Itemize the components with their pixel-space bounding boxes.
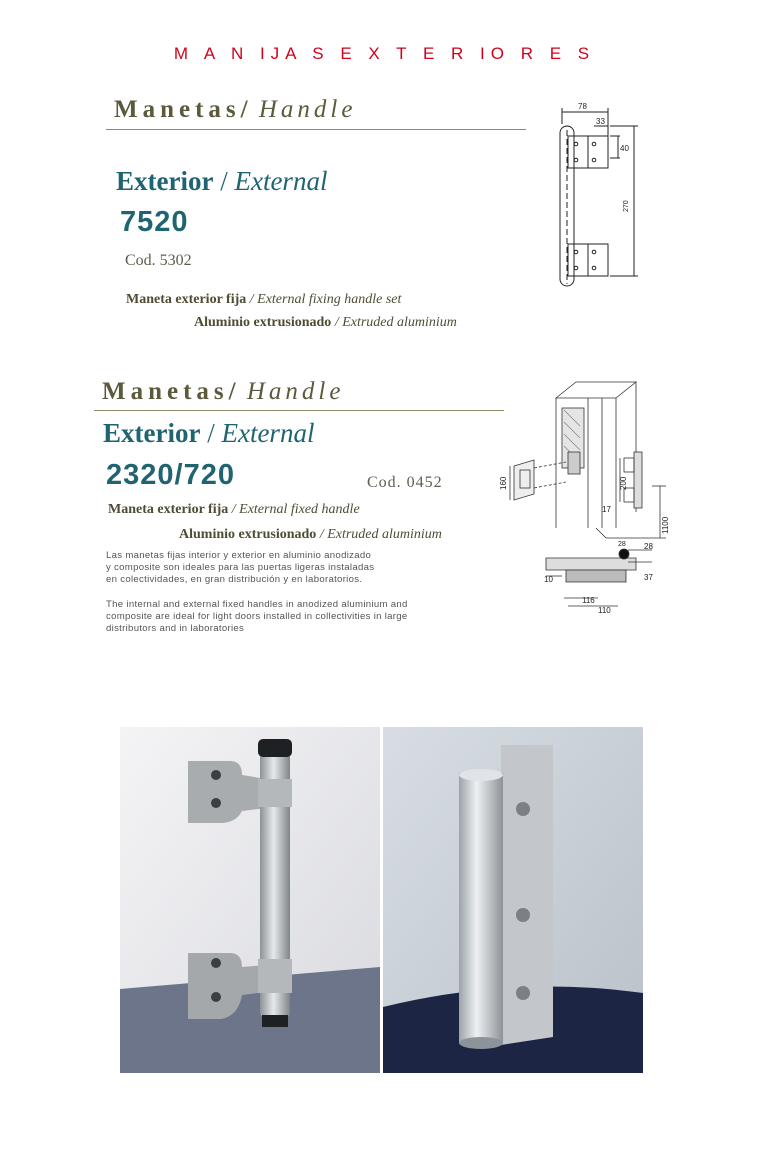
product1-dim-length: 270 xyxy=(623,200,630,212)
product1-dim-offset: 33 xyxy=(596,117,605,126)
product2-dim-e: 28 xyxy=(618,541,626,548)
product2-desc2 xyxy=(179,527,442,543)
para-en-line: The internal and external fixed handles in anodized aluminium and xyxy=(106,599,408,610)
product1-desc2-en: / Extruded aluminium xyxy=(334,315,457,330)
product2-desc1-es: Maneta exterior fija xyxy=(108,502,229,517)
product1-exterior-sep: / xyxy=(220,166,228,196)
product1-heading-es: Manetas/ xyxy=(114,96,253,123)
product2-heading xyxy=(102,378,344,406)
product1-code: Cod. 5302 xyxy=(125,252,192,269)
product1-technical-drawing xyxy=(548,100,648,296)
product2-dim-c: 17 xyxy=(602,505,611,514)
product2-model: 2320/720 xyxy=(106,459,235,491)
product2-exterior-title xyxy=(103,418,314,449)
product2-heading-es: Manetas/ xyxy=(102,378,241,405)
product1-dim-width: 78 xyxy=(578,102,587,111)
product2-description-en xyxy=(106,599,408,635)
product2-dim-i: 116 xyxy=(582,596,595,605)
product2-desc1-en: / External fixed handle xyxy=(231,502,360,517)
para-es-line: y composite son ideales para las puertas ligeras instaladas xyxy=(106,562,375,573)
product2-exterior-es: Exterior xyxy=(103,418,201,448)
product2-technical-drawing xyxy=(499,378,672,618)
product1-model: 7520 xyxy=(120,206,189,238)
product1-desc1 xyxy=(126,292,401,308)
product1-exterior-en: External xyxy=(234,166,328,196)
product2-description-es xyxy=(106,550,374,586)
product1-exterior-es: Exterior xyxy=(116,166,214,196)
para-en-line: distributors and in laboratories xyxy=(106,623,245,634)
product1-divider xyxy=(106,129,526,130)
product1-desc2 xyxy=(194,315,457,331)
product2-desc2-en: / Extruded aluminium xyxy=(319,527,442,542)
product2-dim-j: 110 xyxy=(598,606,611,615)
product2-desc1 xyxy=(108,502,360,518)
para-en-line: composite are ideal for light doors installed in collectivities in large xyxy=(106,611,408,622)
product2-exterior-en: External xyxy=(221,418,315,448)
product2-heading-en: Handle xyxy=(246,378,345,405)
product2-dim-h: 10 xyxy=(544,575,553,584)
product2-dim-g: 37 xyxy=(644,573,653,582)
product2-desc2-es: Aluminio extrusionado xyxy=(179,527,317,542)
product2-dim-d: 1100 xyxy=(661,516,670,534)
product2-exterior-sep: / xyxy=(207,418,215,448)
product1-heading-en: Handle xyxy=(258,96,357,123)
product1-dim-block: 40 xyxy=(620,144,629,153)
photo-handle-7520 xyxy=(120,727,380,1073)
product1-exterior-title xyxy=(116,166,327,197)
product1-desc2-es: Aluminio extrusionado xyxy=(194,315,332,330)
product2-dim-f: 28 xyxy=(644,542,653,551)
product2-dim-b: 200 xyxy=(619,476,628,490)
page-title: M A N IJA S E X T E R IO R E S xyxy=(173,44,596,63)
product2-divider xyxy=(94,410,504,411)
product1-desc1-es: Maneta exterior fija xyxy=(126,292,247,307)
photo-handle-2320 xyxy=(383,727,643,1073)
para-es-line: Las manetas fijas interior y exterior en aluminio anodizado xyxy=(106,550,372,561)
product1-heading xyxy=(114,96,356,124)
product1-desc1-en: / External fixing handle set xyxy=(249,292,402,307)
product2-dim-a: 160 xyxy=(499,476,508,490)
para-es-line: en colectividades, en gran distribución y en laboratorios. xyxy=(106,574,363,585)
product2-code: Cod. 0452 xyxy=(367,474,443,491)
